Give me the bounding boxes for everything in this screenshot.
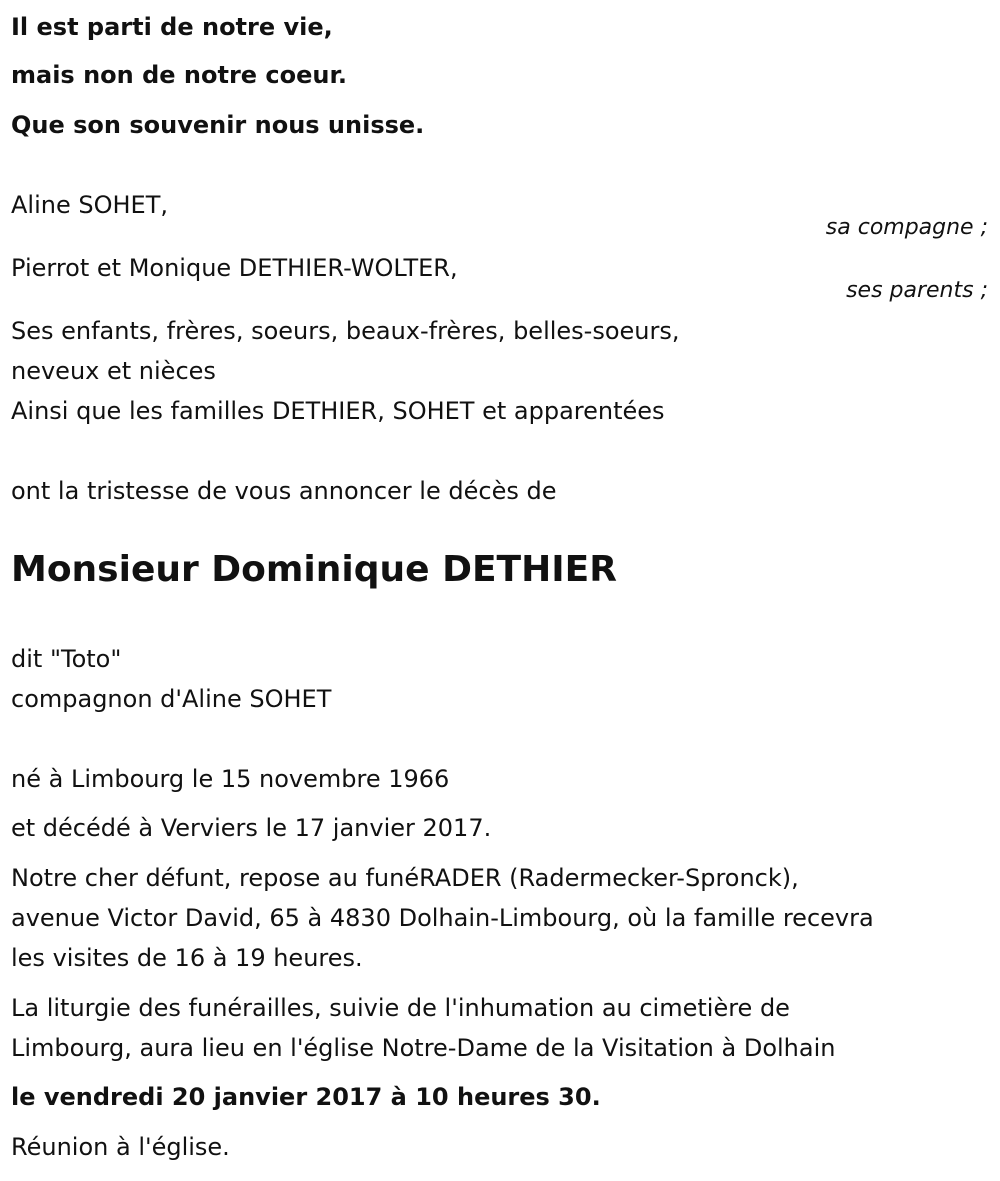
companion-name: Aline SOHET,: [11, 191, 168, 219]
death-info: et décédé à Verviers le 17 janvier 2017.: [11, 814, 492, 842]
quote-line-2: mais non de notre coeur.: [11, 61, 348, 89]
service-datetime: le vendredi 20 janvier 2017 à 10 heures 30.: [11, 1083, 601, 1111]
quote-line-3: Que son souvenir nous unisse.: [11, 111, 425, 139]
visitation-line-2: avenue Victor David, 65 à 4830 Dolhain-Limbourg, où la famille recevra: [11, 904, 874, 932]
family-line-2: neveux et nièces: [11, 357, 216, 385]
deceased-nickname: dit "Toto": [11, 645, 122, 673]
service-line-2: Limbourg, aura lieu en l'église Notre-Dame de la Visitation à Dolhain: [11, 1034, 836, 1062]
announcement-text: ont la tristesse de vous annoncer le décès de: [11, 477, 557, 505]
visitation-line-3: les visites de 16 à 19 heures.: [11, 944, 363, 972]
visitation-line-1: Notre cher défunt, repose au funéRADER (Radermecker-Spronck),: [11, 864, 799, 892]
meeting-info: Réunion à l'église.: [11, 1133, 230, 1161]
deceased-relation: compagnon d'Aline SOHET: [11, 685, 332, 713]
service-line-1: La liturgie des funérailles, suivie de l'inhumation au cimetière de: [11, 994, 790, 1022]
birth-info: né à Limbourg le 15 novembre 1966: [11, 765, 450, 793]
family-line-3: Ainsi que les familles DETHIER, SOHET et apparentées: [11, 397, 665, 425]
deceased-name: Monsieur Dominique DETHIER: [11, 549, 617, 590]
parents-role: ses parents ;: [846, 278, 988, 303]
quote-line-1: Il est parti de notre vie,: [11, 13, 333, 41]
family-line-1: Ses enfants, frères, soeurs, beaux-frères, belles-soeurs,: [11, 317, 680, 345]
parents-name: Pierrot et Monique DETHIER-WOLTER,: [11, 254, 458, 282]
companion-role: sa compagne ;: [825, 215, 988, 240]
